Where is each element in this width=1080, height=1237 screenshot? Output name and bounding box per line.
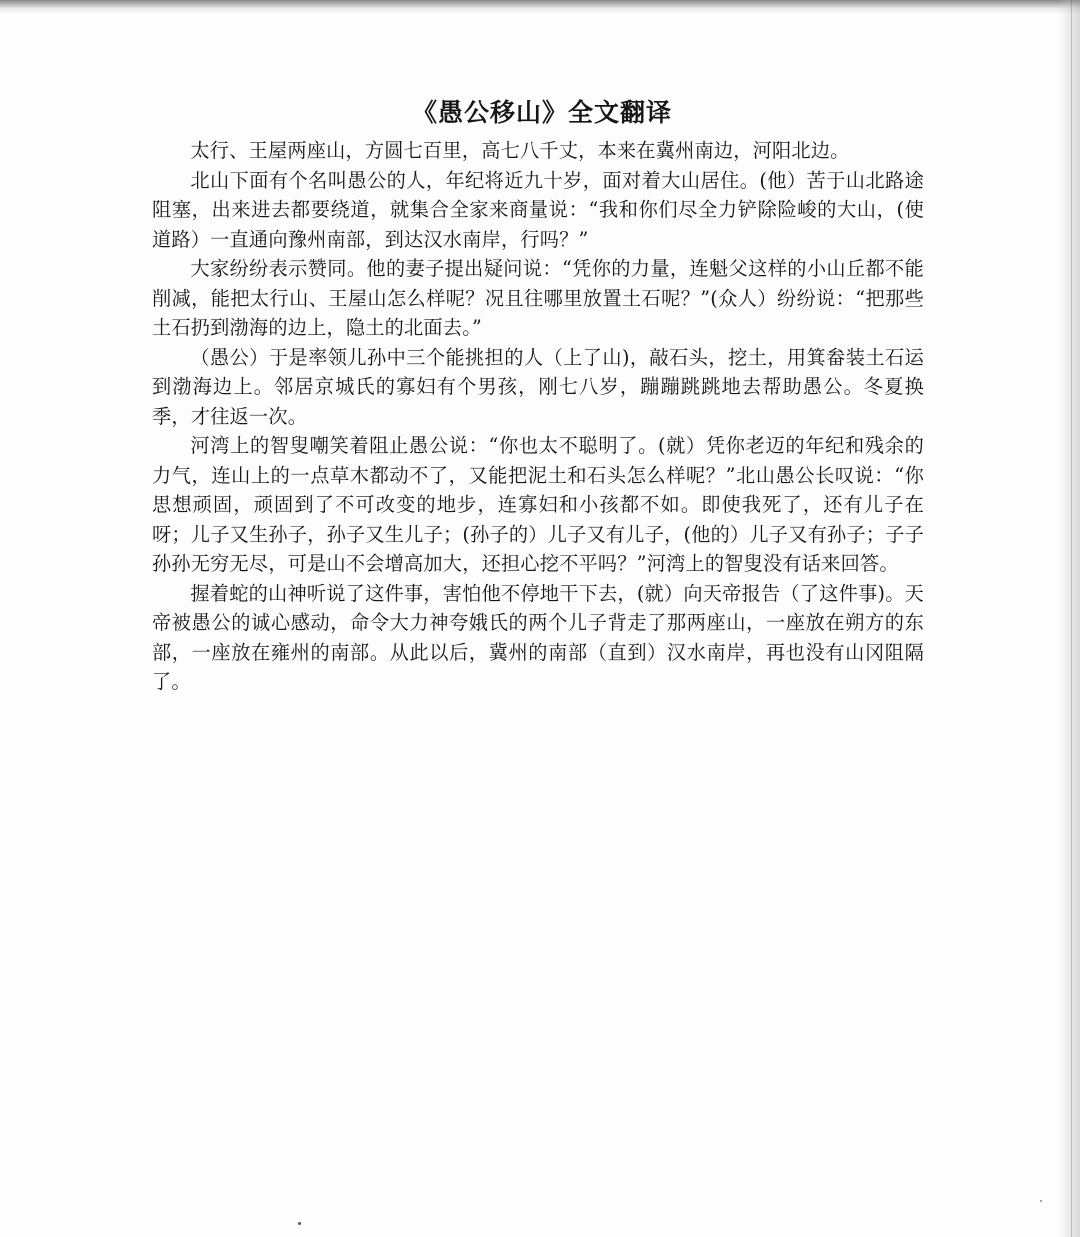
scan-top-shadow: [0, 0, 1080, 14]
scan-edge-line: [1071, 0, 1072, 1237]
document-title: 《愚公移山》全文翻译: [411, 98, 672, 127]
document-body: [152, 96, 924, 697]
paragraph: 北山下面有个名叫愚公的人，年纪将近九十岁，面对着大山居住。(他）苦于山北路途阻塞，出来进去都要绕道，就集合全家来商量说：“我和你们尽全力铲除险峻的大山，(使道路）一直通向豫州南部，到达汉水南岸，行吗？”: [152, 168, 924, 251]
paragraph: 河湾上的智叟嘲笑着阻止愚公说：“你也太不聪明了。(就）凭你老迈的年纪和残余的力气，连山上的一点草木都动不了，又能把泥土和石头怎么样呢？”北山愚公长叹说：“你思想顽固，顽固到了不可改变的地步，连寡妇和小孩都不如。即使我死了，还有儿子在呀；儿子又生孙子，孙子又生儿子；(孙子的）儿子又有儿子，(他的）儿子又有孙子；子子孙孙无穷无尽，可是山不会增高加大，还担心挖不平吗？”河湾上的智叟没有话来回答。: [152, 434, 924, 575]
scan-speck: [298, 1222, 301, 1225]
paragraph: 太行、王屋两座山，方圆七百里，高七八千丈，本来在冀州南边，河阳北边。: [190, 139, 850, 162]
paragraph: 大家纷纷表示赞同。他的妻子提出疑问说：“凭你的力量，连魁父这样的小山丘都不能削减，能把太行山、王屋山怎么样呢？况且往哪里放置土石呢？”(众人）纷纷说：“把那些土石扔到渤海的边上，隐土的北面去。”: [152, 257, 924, 339]
scan-speck: [1040, 1200, 1042, 1202]
paragraph: 握着蛇的山神听说了这件事，害怕他不停地干下去，(就）向天帝报告（了这件事)。天帝被愚公的诚心感动，命令大力神夸娥氏的两个儿子背走了那两座山，一座放在朔方的东部，一座放在雍州的南部。从此以后，冀州的南部（直到）汉水南岸，再也没有山冈阻隔了。: [152, 581, 924, 693]
paragraph: （愚公）于是率领儿孙中三个能挑担的人（上了山)，敲石头，挖土，用箕畚装土石运到渤海边上。邻居京城氏的寡妇有个男孩，刚七八岁，蹦蹦跳跳地去帮助愚公。冬夏换季，才往返一次。: [152, 345, 924, 428]
scan-right-edge: [1058, 0, 1080, 1237]
